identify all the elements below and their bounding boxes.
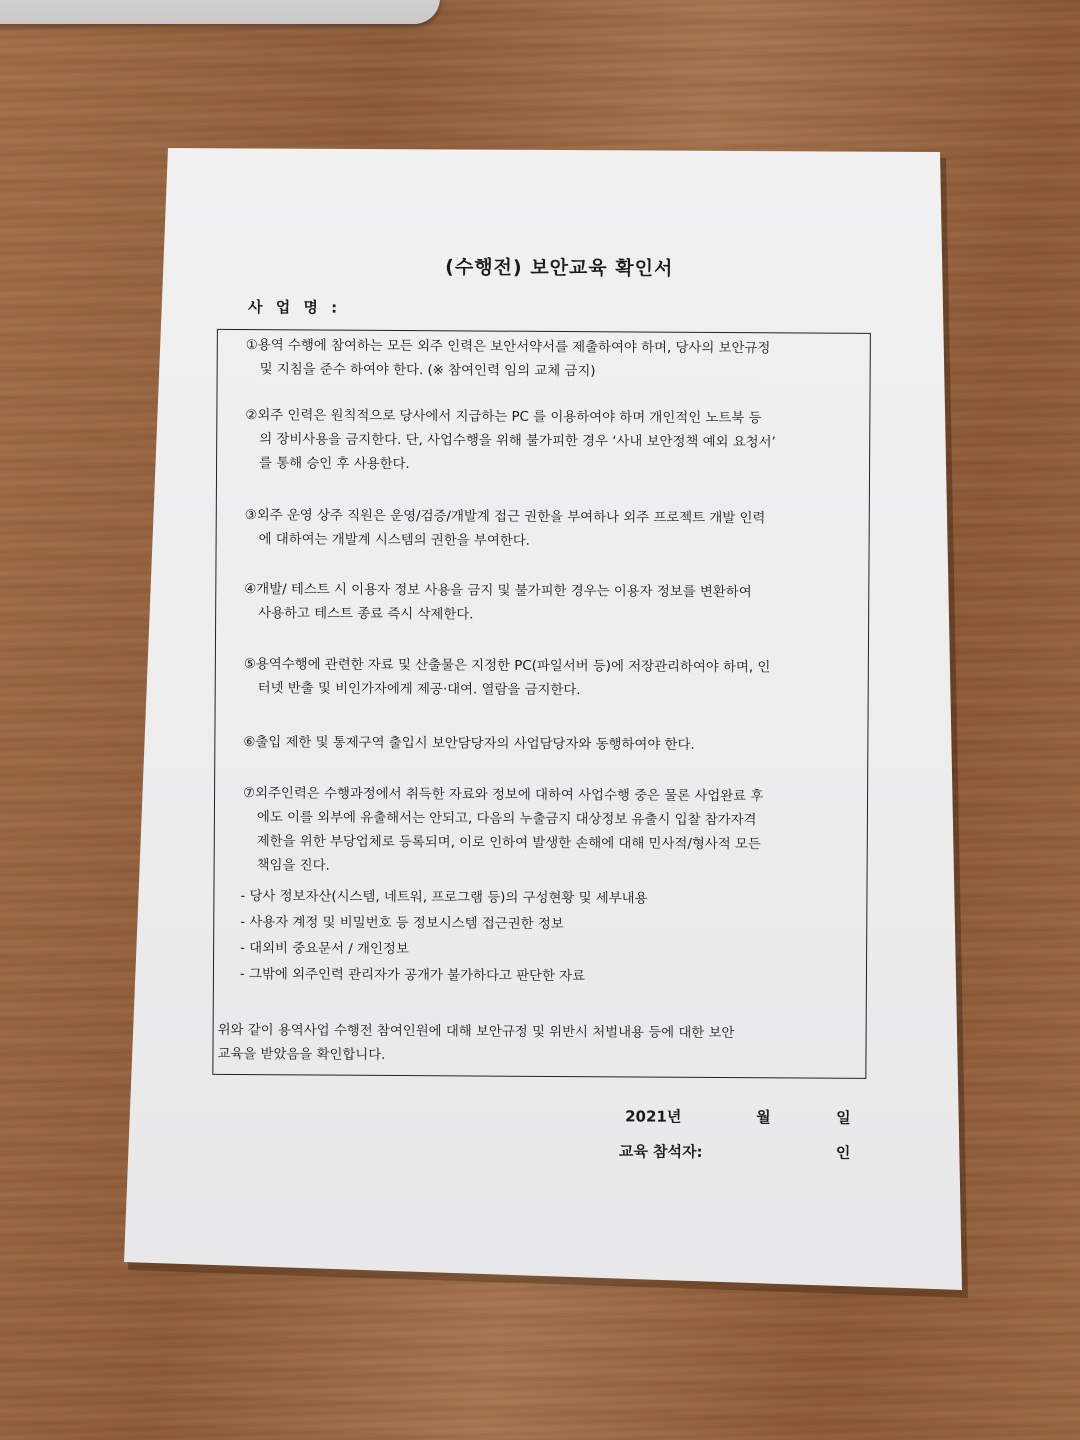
clause-line: ⑤용역수행에 관련한 자료 및 산출물은 지정한 PC(파일서버 등)에 저장관리하여야 하며, 인 — [243, 657, 771, 676]
clause-line: ①용역 수행에 참여하는 모든 외주 인력은 보안서약서를 제출하여야 하며, 당사의 보안규정 — [245, 338, 771, 357]
clause-line: 제한을 위한 부당업체로 등록되며, 이로 인하여 발생한 손해에 대해 민사적/형사적 모든 — [256, 834, 761, 853]
clause-line: 를 통해 승인 후 사용한다. — [259, 456, 410, 473]
clause-line: 터넷 반출 및 비인가자에게 제공·대여. 열람을 금지한다. — [257, 681, 581, 699]
clause-line: 에 대하여는 개발계 시스템의 권한을 부여한다. — [258, 532, 530, 549]
date-day: 일 — [836, 1108, 851, 1127]
clause-line: 에도 이를 외부에 유출해서는 안되고, 다음의 누출금지 대상정보 유출시 입찰 참가자격 — [256, 810, 757, 829]
clauses-box — [212, 329, 871, 1079]
clause-1 — [246, 334, 858, 386]
confirmation-statement — [217, 1019, 734, 1070]
document-title: (수행전) 보안교육 확인서 — [445, 256, 674, 280]
list-item: - 그밖에 외주인력 관리자가 공개가 불가하다고 판단한 자료 — [239, 967, 586, 985]
document — [168, 148, 945, 1273]
list-item: - 대외비 중요문서 / 개인정보 — [240, 941, 409, 958]
clause-line: 및 지침을 준수 하여야 한다. (※ 참여인력 임의 교체 금지) — [259, 362, 596, 380]
project-name-label: 사 업 명 : — [247, 298, 342, 317]
clause-5 — [244, 653, 856, 705]
clause-line: ④개발/ 테스트 시 이용자 정보 사용을 금지 및 불가피한 경우는 이용자 정보를 변환하여 — [244, 582, 752, 601]
clause-line: 사용하고 테스트 종료 즉시 삭제한다. — [258, 606, 474, 623]
participant-label: 교육 참석자: — [618, 1142, 703, 1161]
clause-6 — [243, 731, 855, 759]
clause-line: 책임을 진다. — [256, 858, 330, 874]
laptop-corner — [0, 0, 440, 24]
clause-7 — [243, 782, 856, 882]
clause-4 — [244, 578, 856, 630]
list-item: - 당사 정보자산(시스템, 네트워, 프로그램 등)의 구성현황 및 세부내용 — [240, 889, 648, 907]
clause-3 — [245, 504, 857, 556]
clause-line: 의 장비사용을 금지한다. 단, 사업수행을 위해 불가피한 경우 ‘사내 보안정책 예외 요청서’ — [259, 432, 776, 451]
confirmation-line: 교육을 받았음을 확인합니다. — [217, 1046, 386, 1063]
clause-line: ②외주 인력은 원칙적으로 당사에서 지급하는 PC 를 이용하여야 하며 개인적인 노트북 등 — [245, 408, 762, 427]
confirmation-line: 위와 같이 용역사업 수행전 참여인원에 대해 보안규정 및 위반시 처벌내용 등에 대한 보안 — [217, 1022, 735, 1042]
date-year: 2021년 — [625, 1107, 682, 1126]
clause-2 — [245, 404, 857, 480]
clause-line: ⑥출입 제한 및 통제구역 출입시 보안담당자의 사업담당자와 동행하여야 한다. — [243, 735, 695, 753]
restricted-info-list — [240, 884, 648, 990]
clause-line: ③외주 운영 상주 직원은 운영/검증/개발계 접근 권한을 부여하나 외주 프로젝트 개발 인력 — [244, 508, 766, 527]
list-item: - 사용자 계정 및 비밀번호 등 정보시스템 접근권한 정보 — [240, 915, 564, 933]
date-month: 월 — [756, 1108, 771, 1127]
clause-line: ⑦외주인력은 수행과정에서 취득한 자료와 정보에 대하여 사업수행 중은 물론 사업완료 후 — [243, 786, 764, 805]
seal-mark: 인 — [835, 1143, 851, 1162]
